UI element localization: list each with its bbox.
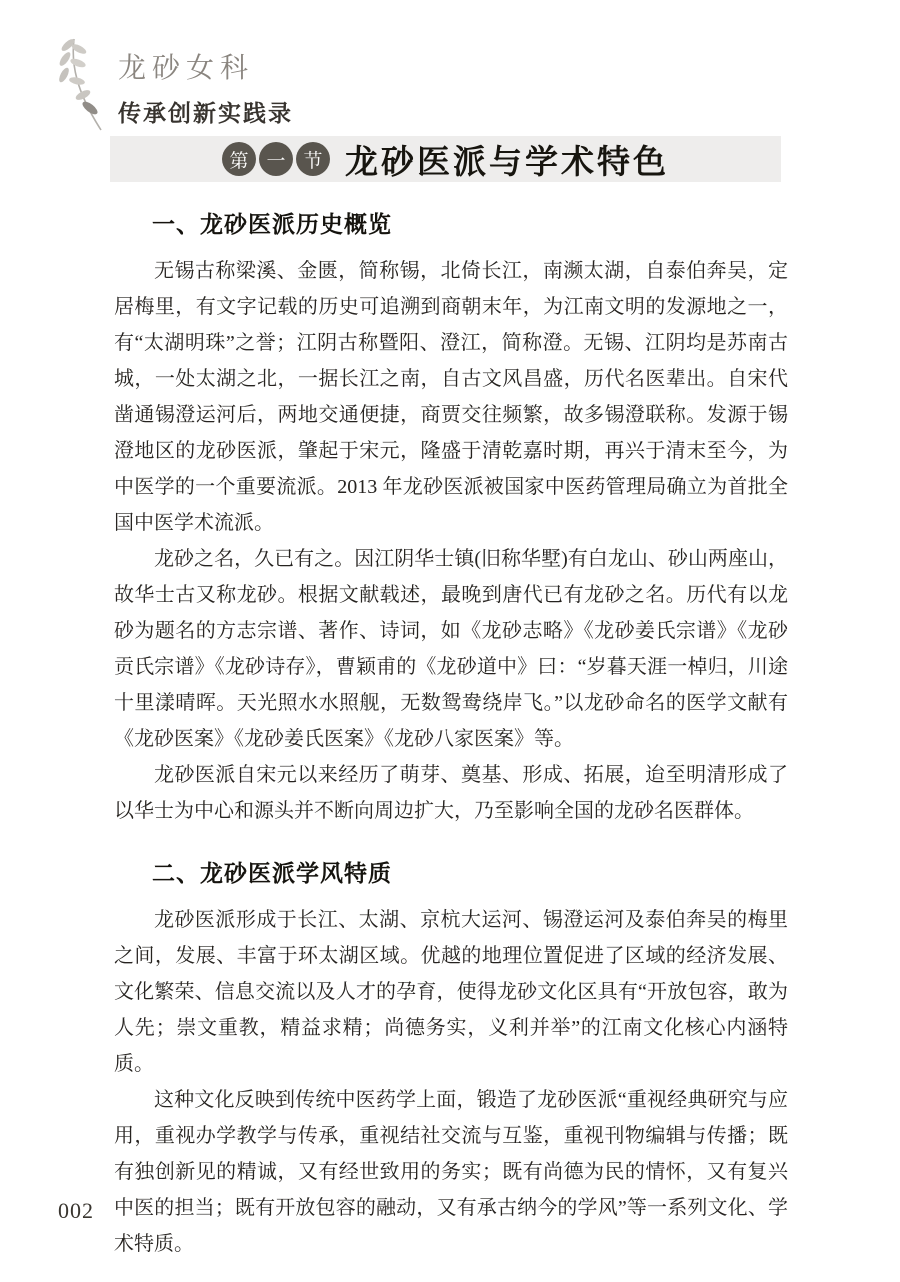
running-head: [54, 36, 293, 134]
body-paragraph: 龙砂之名，久已有之。因江阴华士镇(旧称华墅)有白龙山、砂山两座山，故华士古又称龙砂。根据文献载述，最晚到唐代已有龙砂之名。历代有以龙砂为题名的方志宗谱、著作、诗词，如《龙砂志略》《龙砂姜氏宗谱》《龙砂贡氏宗谱》《龙砂诗存》，曹颖甫的《龙砂道中》曰：“岁暮天涯一棹归，川途十里漾晴晖。天光照水水照舰，无数鸳鸯绕岸飞。”以龙砂命名的医学文献有《龙砂医案》《龙砂姜氏医案》《龙砂八家医案》等。: [114, 548, 788, 750]
section-banner: [110, 136, 781, 182]
section-number-badges: [222, 142, 330, 176]
book-series-subtitle: 传承创新实践录: [118, 100, 293, 126]
badge-char-di: 第: [222, 142, 256, 176]
badge-char-jie: 节: [296, 142, 330, 176]
badge-char-yi: 一: [259, 142, 293, 176]
page-number: 002: [58, 1198, 94, 1223]
body-paragraph: 龙砂医派自宋元以来经历了萌芽、奠基、形成、拓展，迨至明清形成了以华士为中心和源头并不断向周边扩大，乃至影响全国的龙砂名医群体。: [114, 764, 788, 822]
body-paragraph: 这种文化反映到传统中医药学上面，锻造了龙砂医派“重视经典研究与应用，重视办学教学与传承，重视结社交流与互鉴，重视刊物编辑与传播；既有独创新见的精诚，又有经世致用的务实；既有尚德为民的情怀，又有复兴中医的担当；既有开放包容的融动，又有承古纳今的学风”等一系列文化、学术特质。: [114, 1089, 788, 1255]
page-body: [114, 206, 788, 1262]
branch-leaf-icon: [54, 36, 110, 134]
book-series-title: 龙砂女科: [118, 53, 255, 84]
header-titles: [118, 36, 293, 134]
subsection-heading-1: 一、龙砂医派历史概览: [152, 211, 392, 237]
body-paragraph: 无锡古称梁溪、金匮，简称锡，北倚长江，南濒太湖，自泰伯奔吴，定居梅里，有文字记载的历史可追溯到商朝末年，为江南文明的发源地之一，有“太湖明珠”之誉；江阴古称暨阳、澄江，简称澄。无锡、江阴均是苏南古城，一处太湖之北，一据长江之南，自古文风昌盛，历代名医辈出。自宋代凿通锡澄运河后，两地交通便捷，商贾交往频繁，故多锡澄联称。发源于锡澄地区的龙砂医派，肇起于宋元，隆盛于清乾嘉时期，再兴于清末至今，为中医学的一个重要流派。2013 年龙砂医派被国家中医药管理局确立为首批全国中医学术流派。: [114, 260, 788, 534]
body-paragraph: 龙砂医派形成于长江、太湖、京杭大运河、锡澄运河及泰伯奔吴的梅里之间，发展、丰富于环太湖区域。优越的地理位置促进了区域的经济发展、文化繁荣、信息交流以及人才的孕育，使得龙砂文化区具有“开放包容，敢为人先；崇文重教，精益求精；尚德务实，义利并举”的江南文化核心内涵特质。: [114, 909, 788, 1075]
section-title: 龙砂医派与学术特色: [345, 144, 669, 181]
subsection-heading-2: 二、龙砂医派学风特质: [152, 860, 392, 886]
